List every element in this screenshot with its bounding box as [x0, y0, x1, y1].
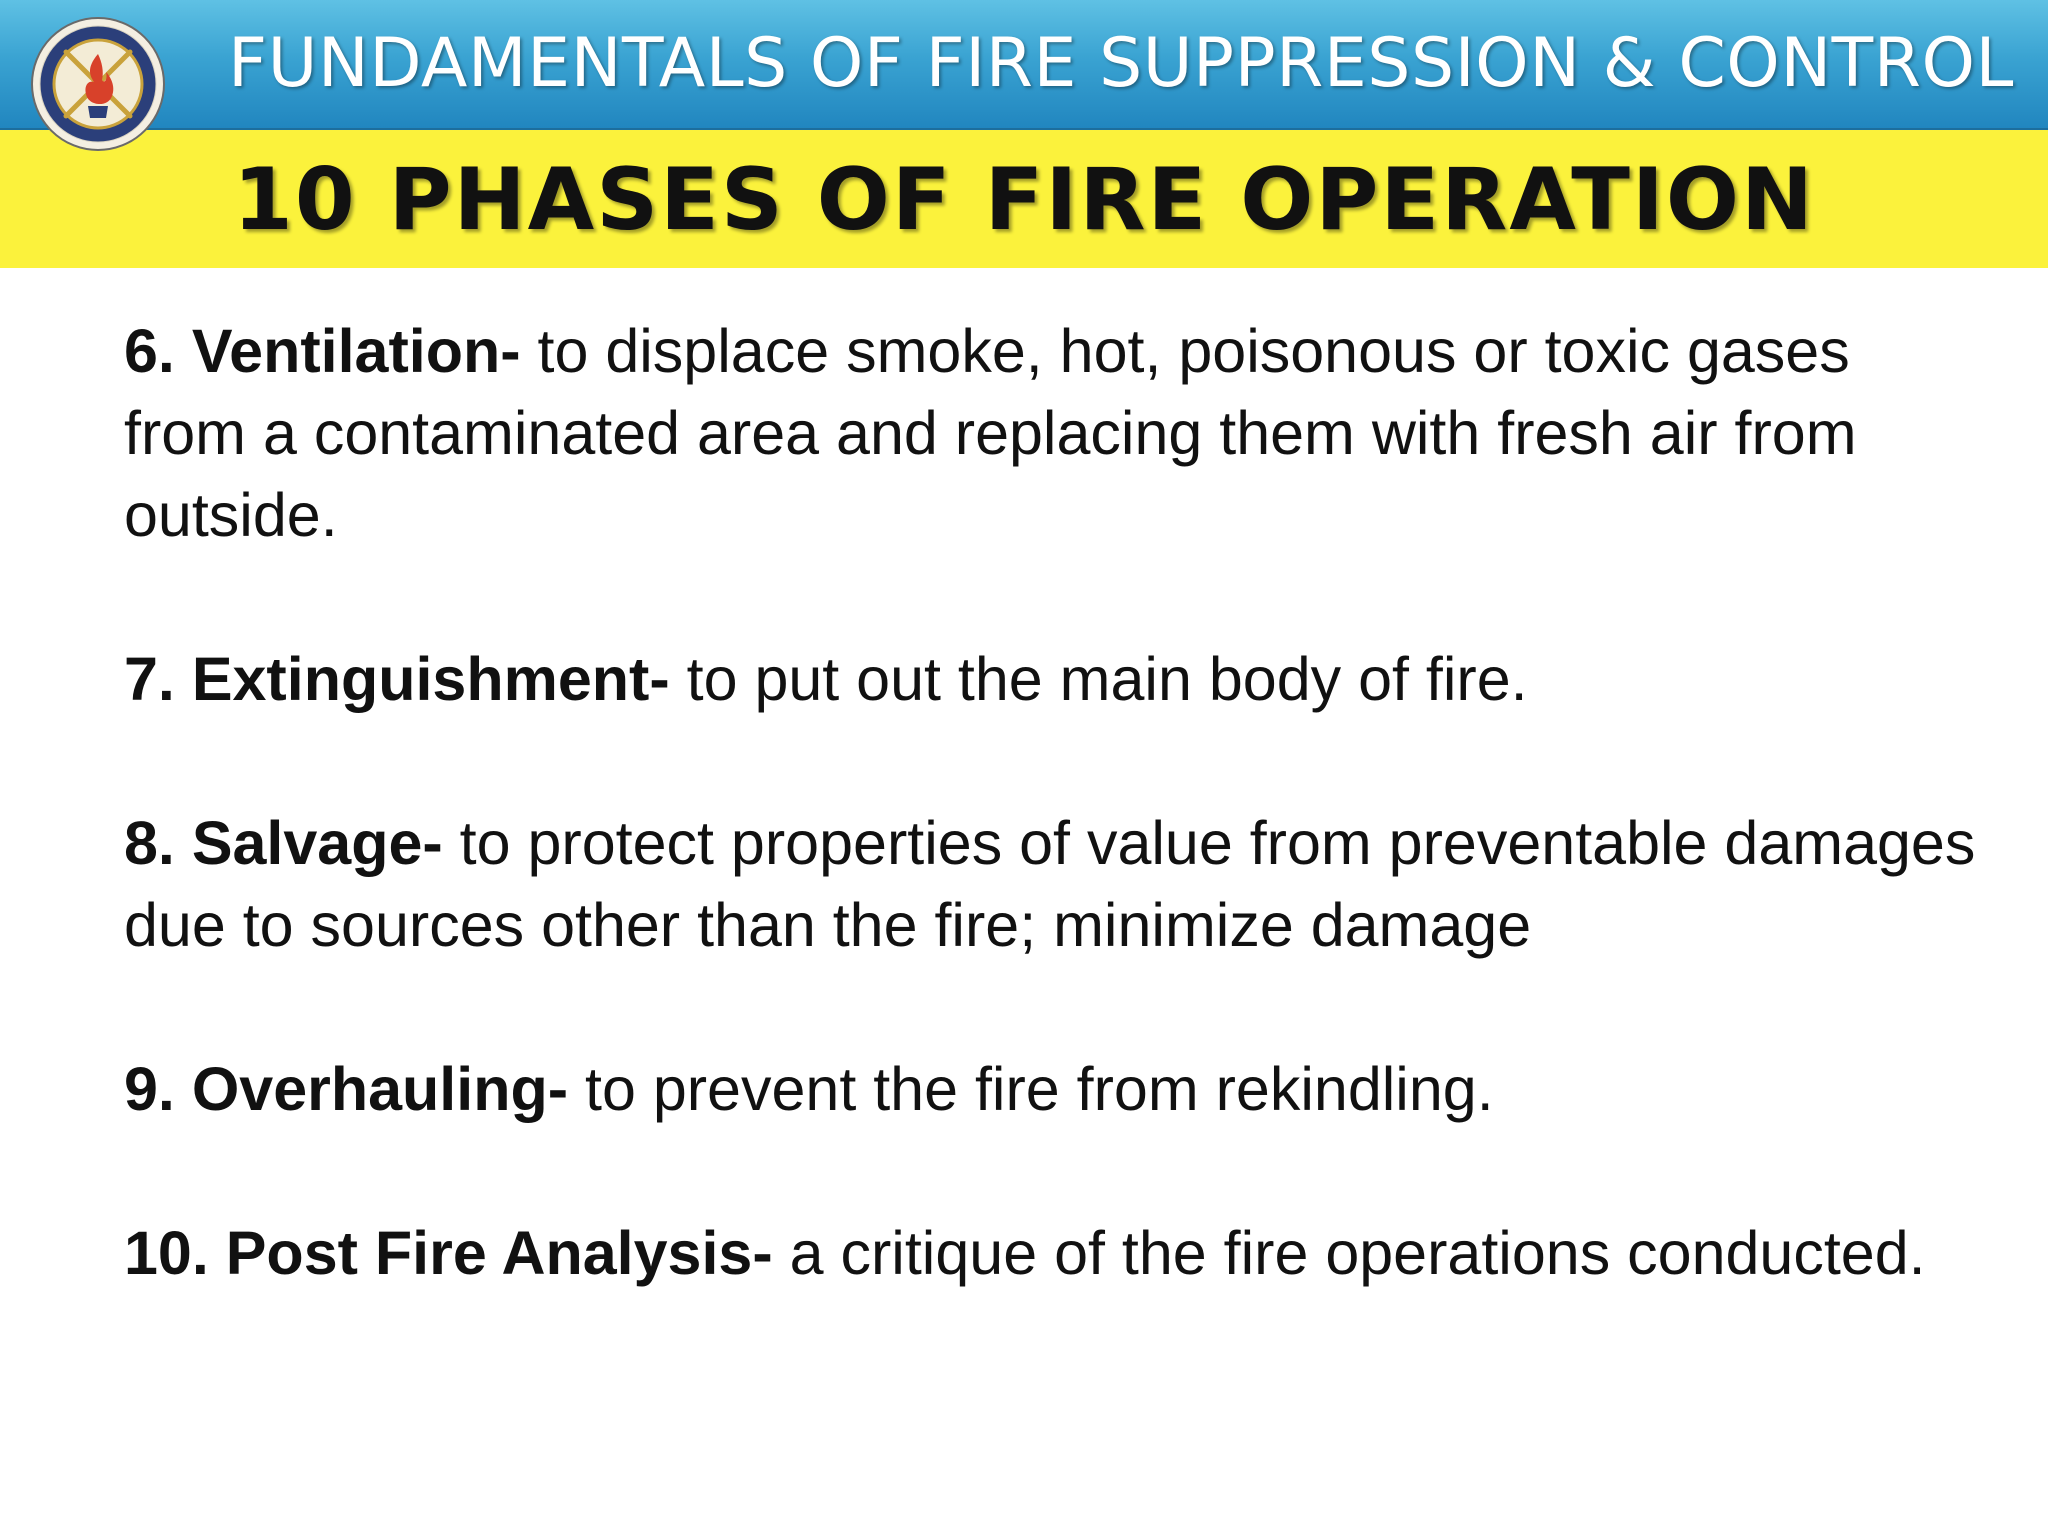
phase-item — [124, 1048, 1984, 1130]
phase-description: to protect properties of value from preventable damages due to sources other than the fire; minimize damage — [124, 809, 1976, 959]
bureau-of-fire-protection-seal-icon — [28, 14, 168, 154]
phase-item — [124, 310, 1984, 556]
phase-term: 6. Ventilation- — [124, 317, 521, 385]
phase-term: 8. Salvage- — [124, 809, 443, 877]
phase-item — [124, 1212, 1984, 1294]
phase-term: 10. Post Fire Analysis- — [124, 1219, 773, 1287]
phase-term: 7. Extinguishment- — [124, 645, 670, 713]
phase-term: 9. Overhauling- — [124, 1055, 569, 1123]
phase-description: a critique of the fire operations conducted. — [772, 1219, 1926, 1287]
phase-description: to put out the main body of fire. — [669, 645, 1528, 713]
slide-title: 10 PHASES OF FIRE OPERATION — [233, 150, 1815, 250]
phase-item — [124, 802, 1984, 966]
phases-list — [124, 310, 1984, 1294]
phase-item — [124, 638, 1984, 720]
course-title: FUNDAMENTALS OF FIRE SUPPRESSION & CONTROL — [228, 24, 2014, 103]
phase-description: to prevent the fire from rekindling. — [568, 1055, 1494, 1123]
phase-description: to displace smoke, hot, poisonous or toxic gases from a contaminated area and replacing them with fresh air from outside. — [124, 317, 1857, 549]
